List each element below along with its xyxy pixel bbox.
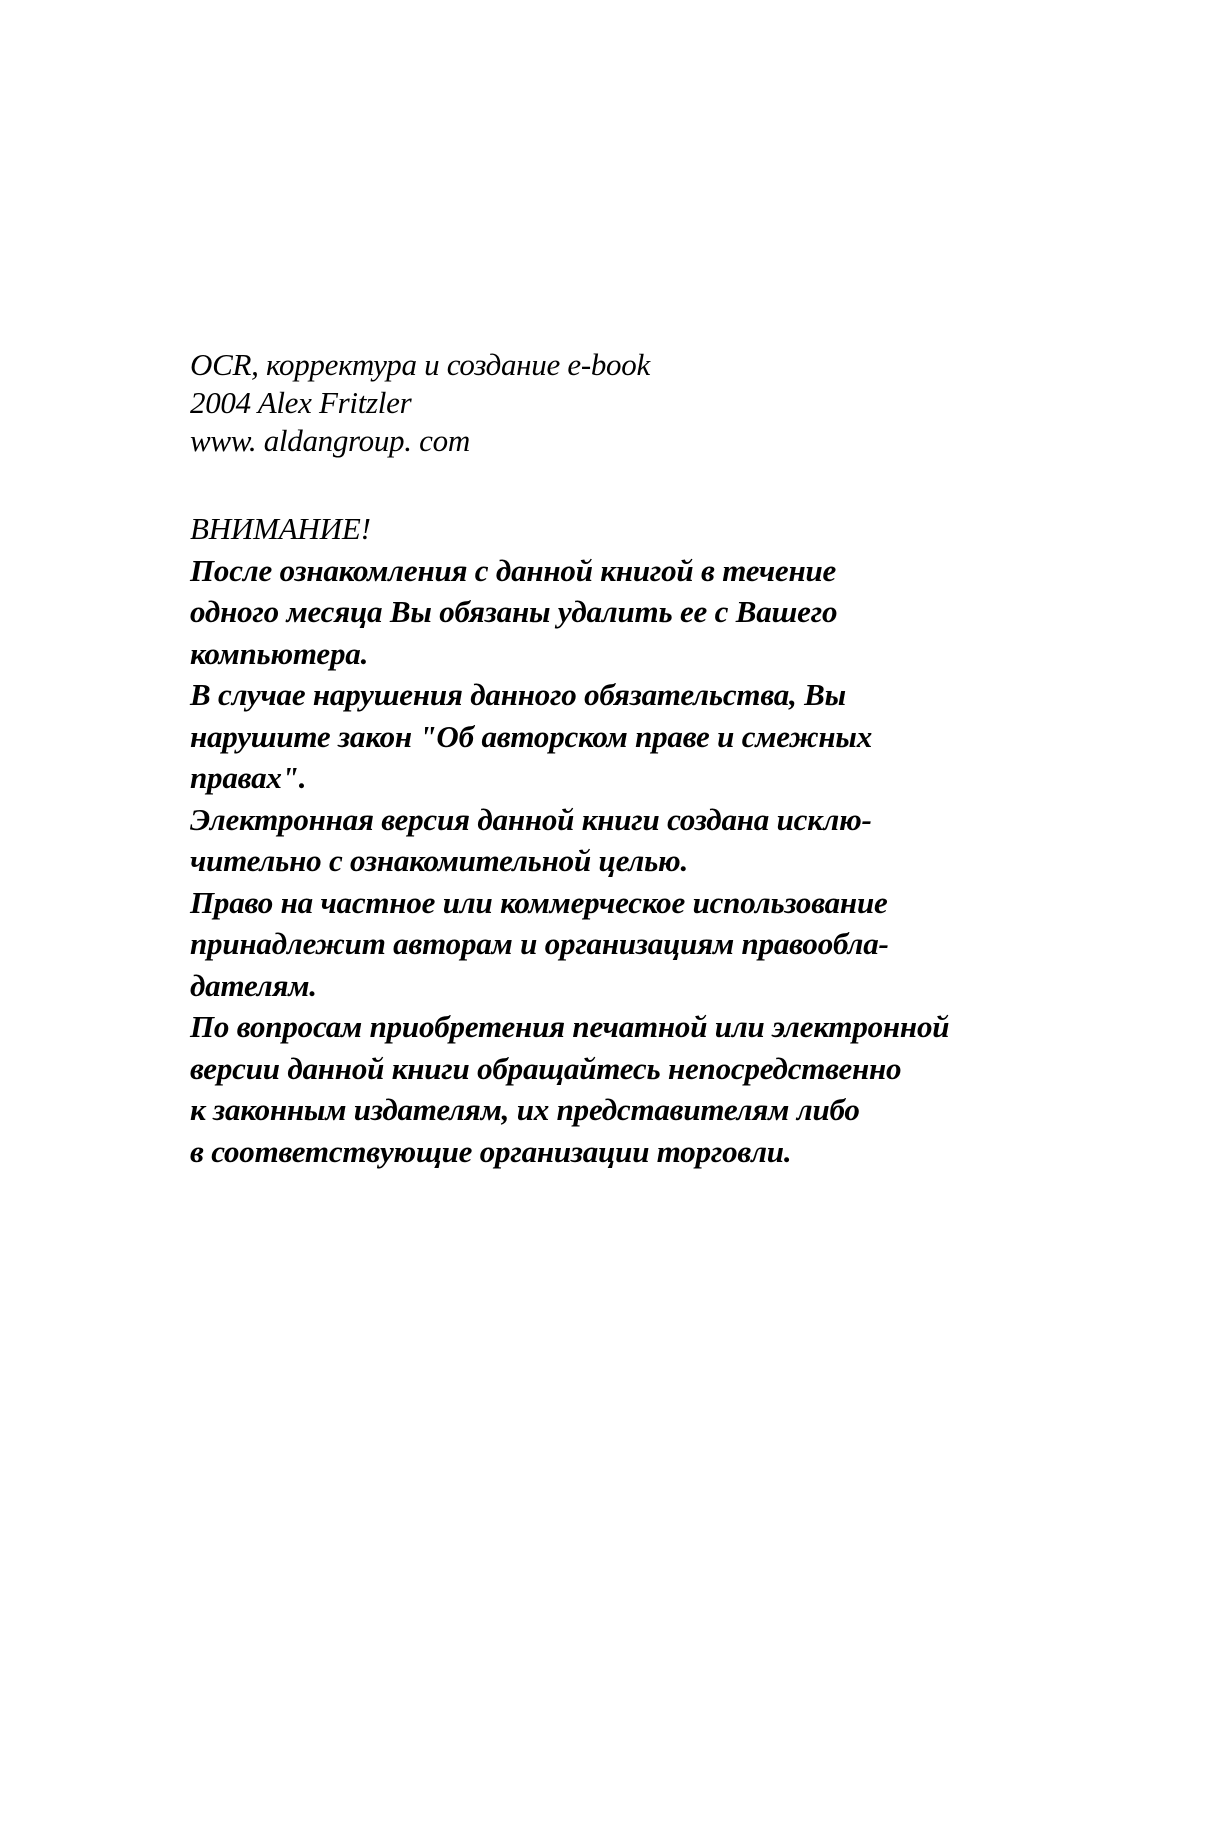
notice-line: компьютера. [190, 635, 369, 671]
notice-line: После ознакомления с данной книгой в течение [190, 552, 837, 588]
notice-heading: ВНИМАНИЕ! [190, 511, 371, 546]
notice-line: в соответствующие организации торговли. [190, 1133, 792, 1169]
notice-line: дателям. [190, 967, 317, 1003]
notice-line: чительно с ознакомительной целью. [190, 843, 689, 878]
notice-line: В случае нарушения данного обязательства, Вы [190, 677, 846, 712]
notice-line: одного месяца Вы обязаны удалить ее с Вашего [190, 594, 838, 629]
notice-line: Право на частное или коммерческое использование [190, 884, 888, 920]
notice-line: По вопросам приобретения печатной или электронной [190, 1009, 950, 1044]
notice-line: принадлежит авторам и организациям правообла- [190, 926, 889, 961]
ocr-credit-line: OCR, корректура и создание e-book [190, 347, 650, 382]
notice-line: правах". [190, 760, 307, 795]
notice-line: нарушите закон "Об авторском праве и смежных [190, 718, 873, 754]
notice-line: к законным издателям, их представителям либо [190, 1092, 860, 1127]
website-line: www. aldangroup. com [190, 423, 470, 458]
copyright-notice [190, 508, 1150, 1172]
notice-line: версии данной книги обращайтесь непосредственно [190, 1050, 902, 1086]
ocr-credits-block [190, 346, 1150, 460]
notice-line: Электронная версия данной книги создана исклю- [190, 801, 872, 837]
ocr-author-line: 2004 Alex Fritzler [190, 385, 412, 420]
